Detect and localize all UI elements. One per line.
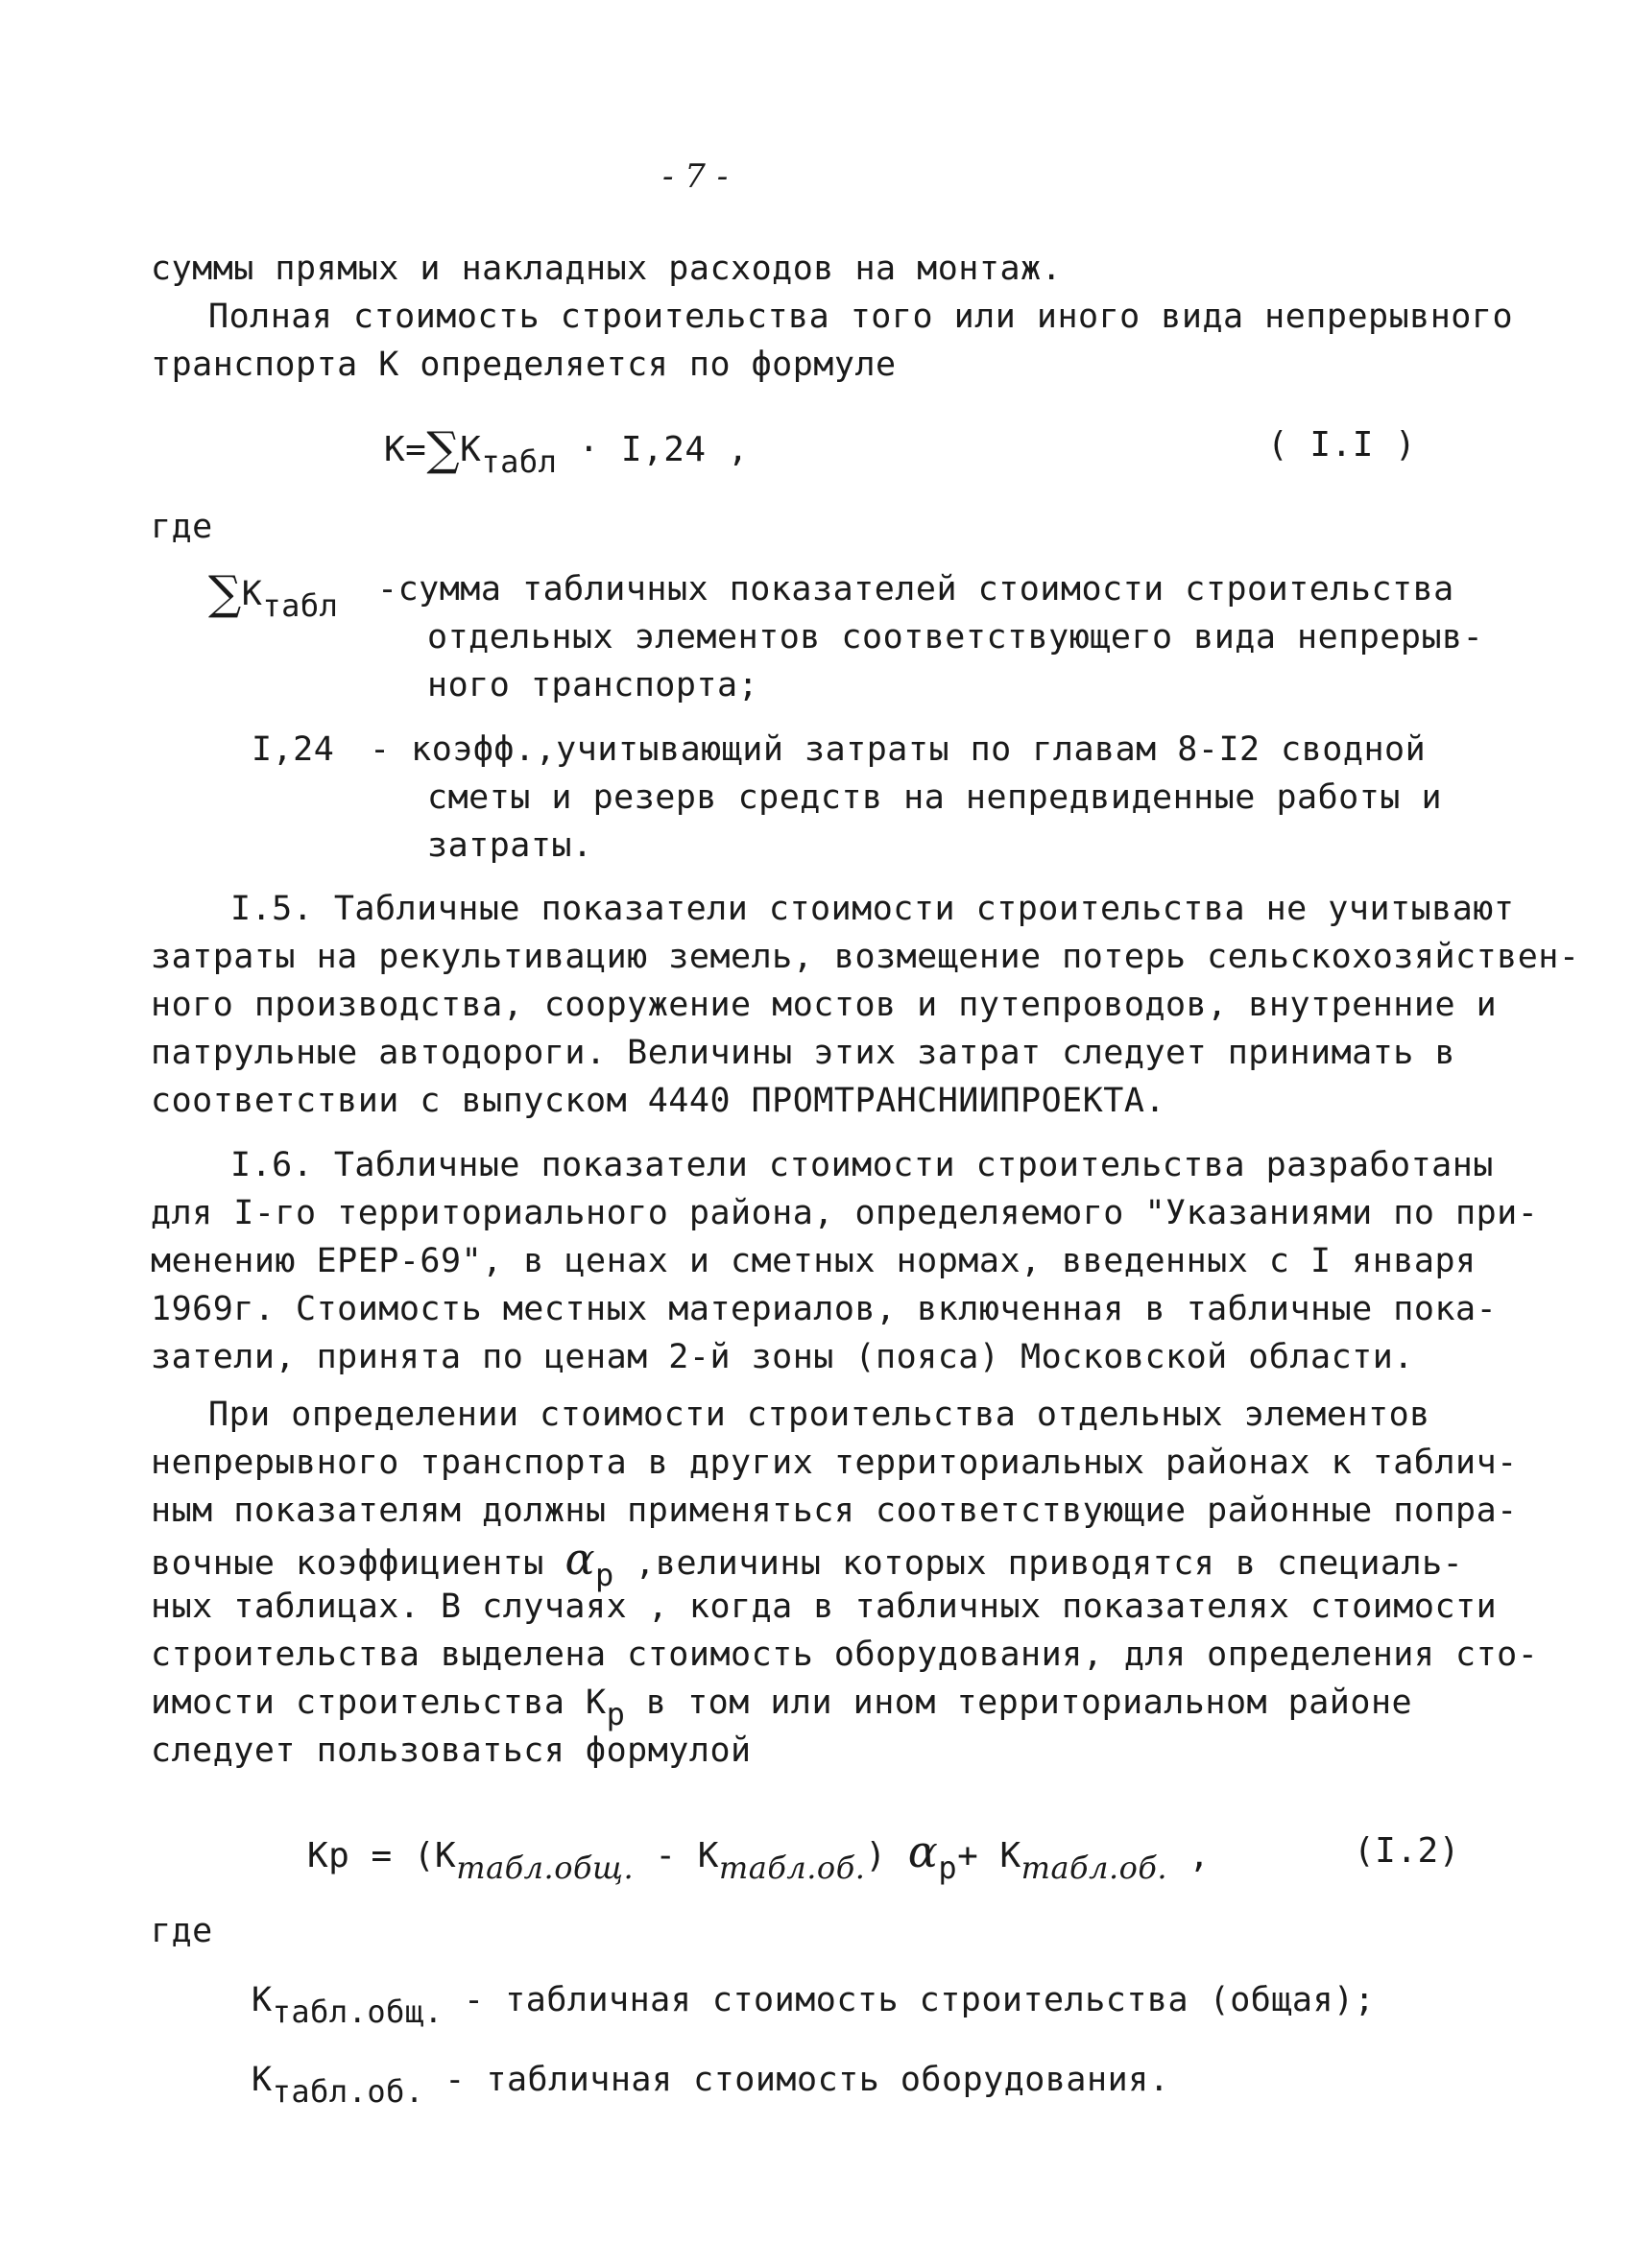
para-def-line-6: строительства выделена стоимость оборудования, для определения сто- [151,1635,1539,1674]
para-def-line-5: ных таблицах. В случаях , когда в табличных показателях стоимости [151,1588,1498,1626]
para-16-line-1: I.6. Табличные показатели стоимости строительства разработаны [230,1146,1494,1184]
formula-1 [384,422,749,480]
alpha-sub: р [595,1557,614,1593]
def-1-k: К [241,575,263,613]
para-16-line-3: менению ЕРЕР-69", в ценах и сметных нормах, введенных с I января [151,1242,1477,1280]
intro-line-2: Полная стоимость строительства того или иного вида непрерывного [208,298,1514,336]
para-16-line-2: для I-го территориального района, определяемого "Указаниями по при- [151,1194,1539,1232]
intro-line-1: суммы прямых и накладных расходов на монтаж. [151,250,1063,288]
para-15-line-3: ного производства, сооружение мостов и путепроводов, внутренние и [151,986,1498,1024]
para-def-line-7-b: в том или ином территориальном районе [625,1683,1413,1722]
para-def-line-4-b: ,величины которых приводятся в специаль- [613,1544,1464,1583]
def-4-k: К [252,2061,273,2099]
def-3-sub: табл.общ. [272,1993,444,2030]
formula-2-plus: + К [957,1836,1021,1875]
formula-2 [307,1826,1211,1886]
def-2-term: I,24 [252,730,335,769]
intro-line-3: транспорта К определяется по формуле [151,346,897,384]
formula-2-sub-1: табл.общ. [456,1850,635,1886]
where-label-1: где [151,508,213,546]
k-sub: р [606,1696,626,1732]
formula-2-comma: , [1167,1836,1211,1875]
para-16-line-5: затели, принята по ценам 2-й зоны (пояса) Московской области. [151,1338,1414,1376]
formula-2-close: ) [865,1836,908,1875]
k-symbol: К [586,1683,607,1722]
para-def-line-4 [151,1533,1464,1593]
formula-2-sub-2: табл.об. [718,1850,866,1886]
para-16-line-4: 1969г. Стоимость местных материалов, включенная в табличные пока- [151,1290,1498,1328]
def-4 [252,2057,1170,2110]
formula-2-lhs: Кр = (К [307,1836,457,1875]
sigma-symbol: ∑ [426,422,461,476]
where-label-2: где [151,1912,213,1950]
para-15-line-1: I.5. Табличные показатели стоимости строительства не учитывают [230,890,1515,928]
para-def-line-7-a: имости строительства [151,1683,587,1722]
formula-2-mid: - К [634,1836,719,1875]
para-15-line-4: патрульные автодороги. Величины этих затрат следует принимать в [151,1034,1456,1072]
formula-2-alpha: α [907,1826,939,1877]
formula-1-number: ( I.I ) [1267,425,1417,465]
alpha-symbol: α [564,1533,596,1585]
def-1-line-2: отдельных элементов соответствующего вида непрерыв- [427,618,1484,657]
def-3-text: - табличная стоимость строительства (общая); [443,1981,1376,2019]
formula-2-alpha-sub: р [938,1850,958,1886]
formula-1-lhs: К= [384,430,427,469]
para-def-line-8: следует пользоваться формулой [151,1731,752,1770]
para-def-line-2: непрерывного транспорта в других территориальных районах к таблич- [151,1444,1518,1482]
def-2-line-2: сметы и резерв средств на непредвиденные работы и [427,778,1443,817]
def-1-line-3: ного транспорта; [427,666,759,704]
formula-1-rest: · I,24 , [557,430,749,469]
para-15-line-5: соответствии с выпуском 4440 ПРОМТРАНСНИИПРОЕКТА. [151,1082,1166,1120]
def-1-line-1: -сумма табличных показателей стоимости строительства [377,570,1454,609]
def-4-sub: табл.об. [272,2073,424,2110]
def-1-sigma: ∑ [208,566,242,620]
page-number: - 7 - [662,157,729,196]
formula-1-k: К [460,430,482,469]
def-2-line-3: затраты. [427,826,593,865]
para-def-line-7 [151,1680,1413,1732]
para-15-line-2: затраты на рекультивацию земель, возмещение потерь сельскохозяйствен- [151,938,1580,976]
def-1-term [208,566,339,624]
para-def-line-3: ным показателям должны применяться соответствующие районные попра- [151,1492,1518,1530]
formula-2-sub-3: табл.об. [1021,1850,1168,1886]
formula-1-sub: табл [481,443,558,480]
para-def-line-1: При определении стоимости строительства отдельных элементов [208,1396,1430,1434]
def-3 [252,1977,1376,2030]
def-1-sub: табл [262,587,339,624]
def-4-text: - табличная стоимость оборудования. [423,2061,1170,2099]
formula-2-number: (I.2) [1354,1831,1460,1871]
para-def-line-4-a: вочные коэффициенты [151,1544,565,1583]
def-3-k: К [252,1981,273,2019]
def-2-line-1: - коэфф.,учитывающий затраты по главам 8-I2 сводной [370,730,1427,769]
